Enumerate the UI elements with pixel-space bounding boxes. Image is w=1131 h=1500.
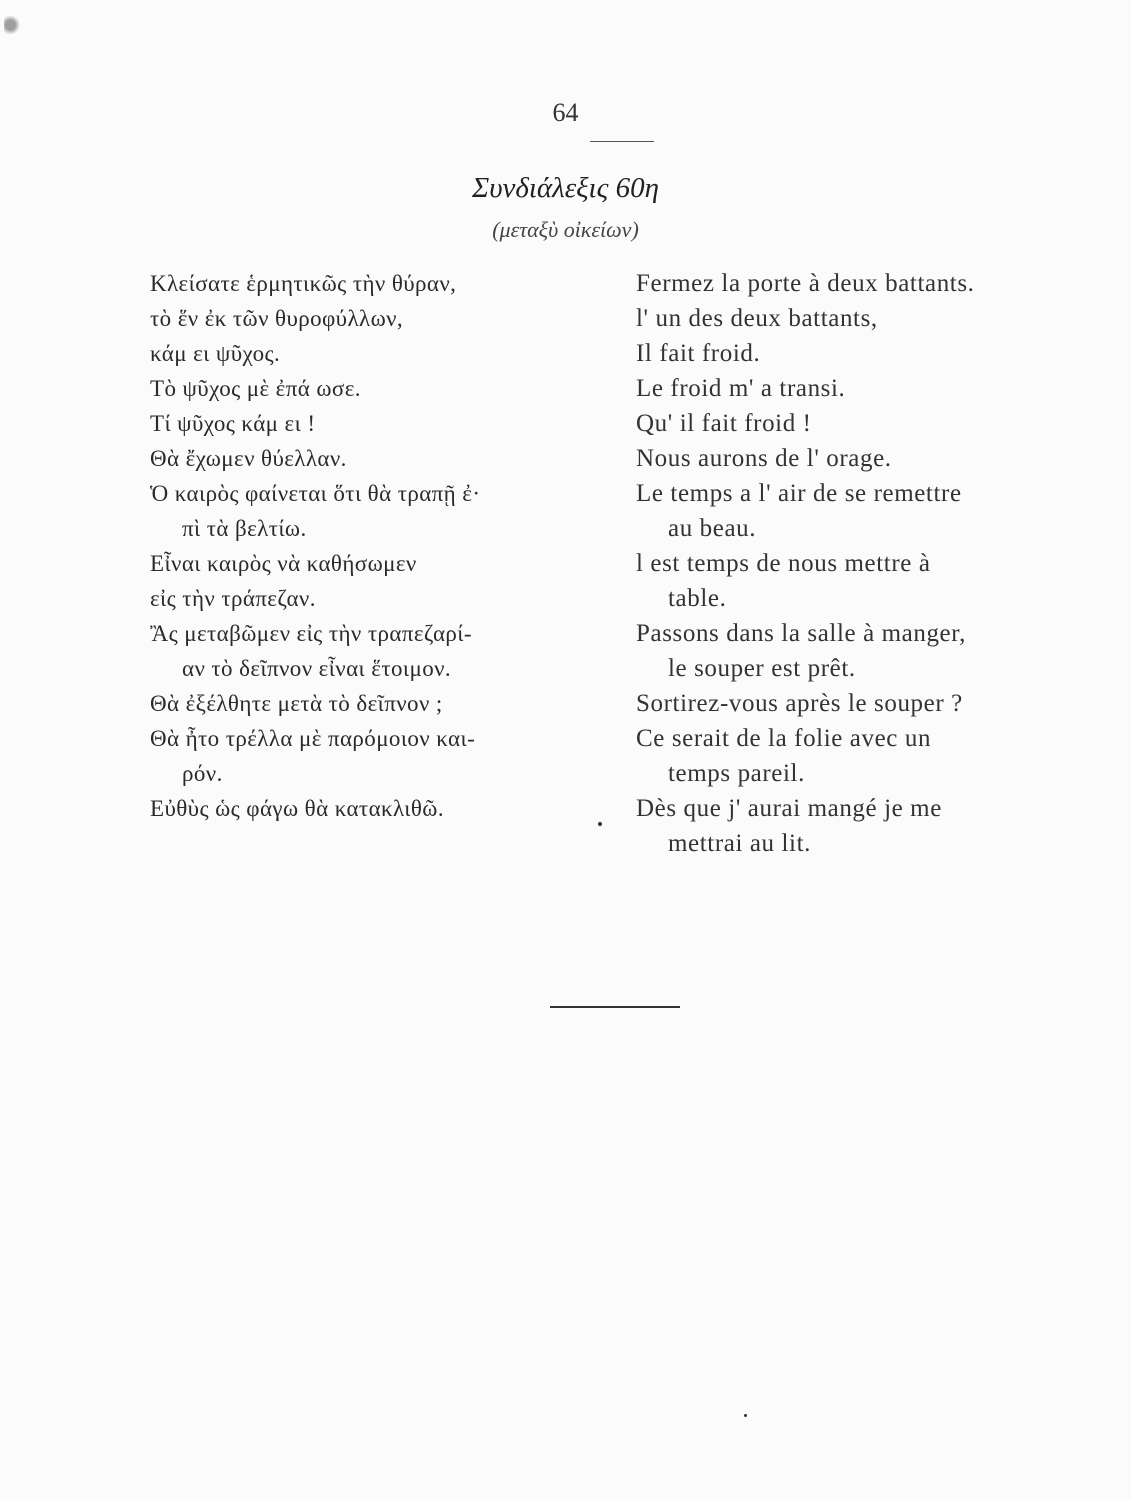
- french-line: mettrai au lit.: [668, 830, 811, 857]
- greek-line: εἰς τὴν τράπεζαν.: [150, 586, 316, 611]
- greek-line: Τὸ ψῦχος μὲ ἐπά ωσε.: [150, 376, 361, 401]
- french-line: le souper est prêt.: [668, 655, 856, 682]
- greek-line: Εὐθὺς ὡς φάγω θὰ κατακλιθῶ.: [150, 796, 444, 821]
- french-line: l' un des deux battants,: [636, 305, 878, 332]
- french-line: Fermez la porte à deux battants.: [636, 270, 975, 297]
- french-line: Dès que j' aurai mangé je me: [636, 795, 942, 822]
- dialogue-title: Συνδιάλεξις 60η: [471, 172, 660, 204]
- greek-line: Θὰ ἔχωμεν θύελλαν.: [150, 446, 347, 471]
- french-line: Passons dans la salle à manger,: [636, 620, 967, 647]
- end-rule: [550, 1006, 680, 1008]
- greek-line: Θὰ ἐξέλθητε μετὰ τὸ δεῖπνον ;: [150, 691, 443, 716]
- greek-line: τὸ ἕν ἐκ τῶν θυροφύλλων,: [150, 306, 404, 331]
- french-line: Le temps a l' air de se remettre: [636, 480, 962, 507]
- page-number: 64: [552, 98, 579, 127]
- dialogue-subtitle: (μεταξὺ οἰκείων): [492, 217, 639, 242]
- greek-line: Ὁ καιρὸς φαίνεται ὅτι θὰ τραπῇ ἐ·: [150, 481, 481, 506]
- greek-line: Κλείσατε ἑρμητικῶς τὴν θύραν,: [150, 271, 457, 296]
- french-column: [636, 266, 1106, 861]
- greek-line: κάμ ει ψῦχος.: [150, 341, 281, 366]
- french-line: Le froid m' a transi.: [636, 375, 846, 402]
- french-line: l est temps de nous mettre à: [636, 550, 931, 577]
- french-line: Qu' il fait froid !: [636, 410, 812, 437]
- french-line: table.: [668, 585, 727, 612]
- french-line: temps pareil.: [668, 760, 805, 787]
- ink-speck: [598, 822, 602, 826]
- greek-line: Τί ψῦχος κάμ ει !: [150, 411, 316, 436]
- page-number-rule: [590, 141, 654, 142]
- greek-line: Θὰ ἦτο τρέλλα μὲ παρόμοιον και-: [150, 726, 476, 751]
- greek-line: ρόν.: [182, 761, 223, 786]
- greek-line: αν τὸ δεῖπνον εἶναι ἕτοιμον.: [182, 656, 452, 681]
- greek-line: Εἶναι καιρὸς νὰ καθήσωμεν: [150, 551, 417, 576]
- french-line: au beau.: [668, 515, 757, 542]
- greek-line: πὶ τὰ βελτίω.: [182, 516, 307, 541]
- ink-speck: [744, 1414, 747, 1417]
- greek-line: Ἂς μεταβῶμεν εἰς τὴν τραπεζαρί-: [150, 621, 472, 646]
- french-line: Ce serait de la folie avec un: [636, 725, 932, 752]
- corner-smudge: [4, 12, 20, 38]
- french-line: Nous aurons de l' orage.: [636, 445, 892, 472]
- french-line: Sortirez-vous après le souper ?: [636, 690, 963, 717]
- french-line: Il fait froid.: [636, 340, 761, 367]
- greek-column: [150, 266, 620, 826]
